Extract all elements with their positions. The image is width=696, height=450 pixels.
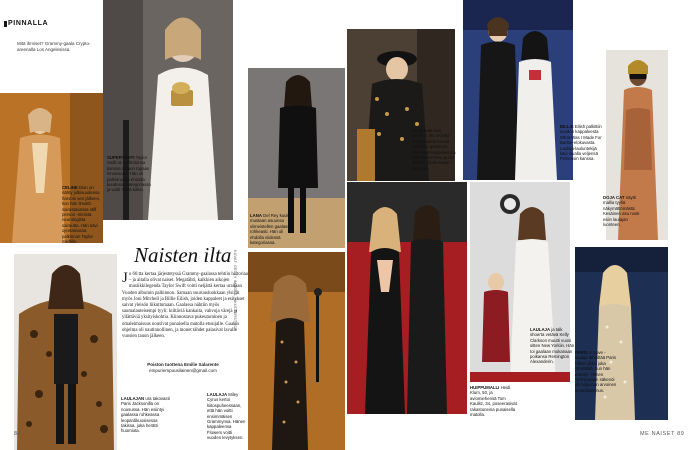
page-number-left: 84 [14,431,22,437]
caption-miley-name: LAULAJA [207,392,228,397]
caption-joni [412,128,456,171]
caption-doja [603,195,643,227]
caption-billie [560,124,602,162]
intro-caption: Mitä ihmiset? Grammy-gaala Crypto-areenalla Los Angelesissa. [17,41,91,52]
article-title: Naisten ilta [134,243,232,267]
caption-kelly [530,327,576,365]
credit-email: empuriempuusilainen@gmail.com [149,367,217,373]
caption-lana-name: LANA [250,213,262,218]
article-credit [133,362,233,373]
article-dropcap: J [122,270,128,286]
caption-joni-name: LAULAJA [412,128,433,133]
caption-paris-hilton [575,350,617,393]
caption-doja-text: näytti mallia tyyliä näkymättömästä. Kesäinen asu nosti esiin laulajan luonteen. [603,195,640,228]
caption-celine [62,185,102,244]
caption-billie-name: BILLIE [560,124,574,129]
section-marker [4,21,7,27]
caption-taylor-name: SUPERTÄHTI [107,155,135,160]
caption-miley-text: Miley Cyrus kertoi kiitospuheessaan, että hän voitti ensimmäisen Grammynsa. Hänen kappaleensa Flowers voitti vuoden levytyksen. [207,392,246,441]
photo-billie-eilish [463,0,573,180]
caption-taylor-text: Taylor Swift on palkintonsa kanssa tuttuun tapaan innoissaan. Hän oli palkinnoista ehdolla kuudessa kategoriassa ja voitti niistä kaksi. [107,155,151,193]
caption-lana-text: Del Rey kuului mustaan asuunsa viimeistellen gaalassa rohkeasti. Hän oli ehdolla viidessä kategoriassa. [250,213,292,246]
caption-celine-text: Dion on nähty julkisuudessa harvoin sen jälkeen, kun hän ilmoitti sairastavansa stiff person -nimistä neurologista sairautta. Hän kävi ojentamassa palkinnon Taylor Swiftille. [62,185,101,245]
caption-heidi [470,385,518,417]
photo-heidi-klum [347,182,467,414]
photo-miley-cyrus [248,252,345,450]
caption-paris-jackson [121,396,173,434]
caption-doja-name: DOJA CAT [603,195,625,200]
caption-joni-text: Joni Mitchell, 80, esiintyi ensimmäistä kertaa Grammy-gaalassa. Hän esitti kappaleensa Both Sides Now ja sai yleisön liikuttumaan kyyneliin. [412,128,456,171]
caption-heidi-text: Heidi Klum, 50, ja aviomiehensä Tom Kaulitz, 34, poseerasivat rakastuneina punaisella matolla. [470,385,517,418]
caption-paris-hilton-text: in Love -laulaja tähdittää Paris Hilton ylläsi joka lähettäää, kun hän esiintyi. Hänen sormessaan säkenöi yli miljoonan arvoinen timanttisormus. [575,350,617,393]
article-body-text: o 66:tta kertaa järjestetyssä Grammy-gaalassa tehtiin historiaa – ja aitalla olivat naiset. Megatähti, kaikkien aikojen musiikkilegenda Taylor Swift voitti neljättä kertaa uraltaan Vuoden albumin palkinnon. Samaan suuruusluokkaan ylsivät myös Joni Mitchell ja Billie Eilish, joiden kappaleet ja esitykset saivat yleisön liikuttumaan. Gaalassa nähtiin myös saumalauteisempi tyyli: kiiltäviä kankaita, vahvoja värejä ja yllättäviä yksityiskohtia. Kiinnostava pukeutuminen ja omaleimaisuus nousivat punaisella matolla etusijalle. Gaalan ohjelma oli nautinnollinen, ja monet tähdet palasivat lavalle vuosien tauon jälkeen. [122,272,248,340]
caption-paris-jackson-name: LAULAJAN [121,396,145,401]
section-label: PINNALLA [8,20,49,27]
photo-paris-jackson [14,254,117,450]
caption-paris-hilton-name: PARIS [575,350,588,355]
caption-billie-text: Eilish palkittiin vuoden kappaleesta What Was I Made For Barbie-elokuvasta. Laulaja-lauluntekijä kävi lavalla veljensä Finneasin kanssa. [560,124,602,162]
photo-credit-vertical: KUVAT: GETTY IMAGES, SHUTTERSTOCK [233,250,237,332]
photo-paris-hilton [575,247,668,420]
article-body [122,272,250,340]
footer-brand: ME NAISET [640,431,675,437]
credit-title: Poiston tuottena Emilie Salarente [147,362,219,367]
caption-kelly-name: LAULAJA [530,327,551,332]
caption-celine-name: CELINE [62,185,78,190]
caption-taylor [107,155,151,193]
caption-lana [250,213,292,245]
page-footer-right [640,431,684,437]
page-number-right: 89 [677,431,685,437]
caption-miley [207,392,247,441]
caption-heidi-name: HUIPPUMALLI [470,385,500,390]
caption-paris-jackson-text: ura takovasti Paris Jacksonilla on nousussa. Hän esiintyi gaalassa rohkeassa leopardikuosisessa takissa, joka herätti huomiota. [121,396,170,434]
caption-kelly-text: ja talk show'ta vetävä Kelly Clarkson muutti vuosi sitten New Yorkiin. Hän toi gaalaan mukanaan poikansa Remington Alexanderin. [530,327,575,365]
